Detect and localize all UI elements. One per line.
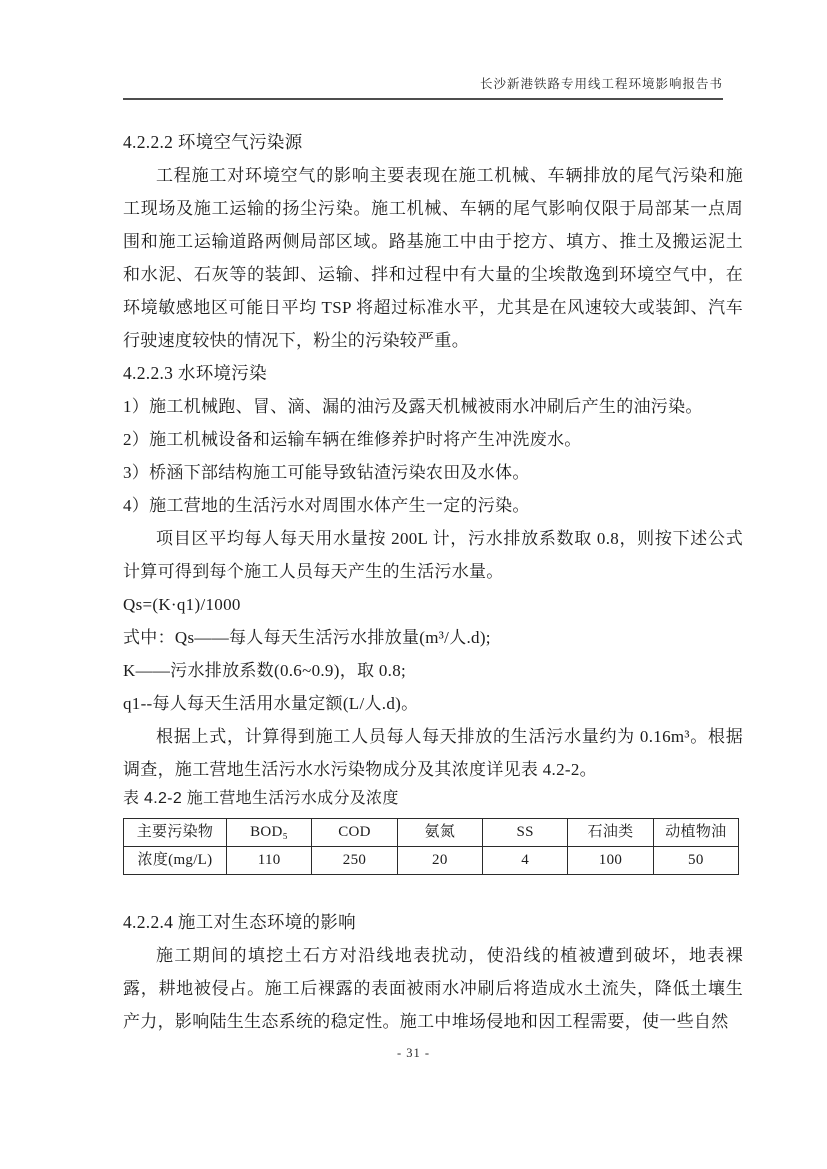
cell-ammonia-value: 20 bbox=[397, 847, 482, 875]
cell-concentration-label: 浓度(mg/L) bbox=[124, 847, 227, 875]
formula-def-k: K——污水排放系数(0.6~0.9)，取 0.8; bbox=[123, 661, 407, 680]
list-item-washing-wastewater: 2）施工机械设备和运输车辆在维修养护时将产生冲洗废水。 bbox=[123, 430, 582, 449]
section-heading-air-pollution: 4.2.2.2 环境空气污染源 bbox=[123, 132, 303, 152]
header-title: 长沙新港铁路专用线工程环境影响报告书 bbox=[479, 77, 723, 91]
page-number: - 31 - bbox=[396, 1046, 431, 1060]
pollutant-table bbox=[123, 818, 739, 875]
cell-ss-value: 4 bbox=[482, 847, 567, 875]
table-caption: 表 4.2-2 施工营地生活污水成分及浓度 bbox=[123, 790, 399, 807]
table-header-petroleum: 石油类 bbox=[568, 819, 653, 847]
formula-qs: Qs=(K·q1)/1000 bbox=[123, 595, 241, 614]
paragraph-air-pollution: 工程施工对环境空气的影响主要表现在施工机械、车辆排放的尾气污染和施工现场及施工运输的扬尘污染。施工机械、车辆的尾气影响仅限于局部某一点周围和施工运输道路两侧局部区域。路基施工中由于挖方、填方、推土及搬运泥土和水泥、石灰等的装卸、运输、拌和过程中有大量的尘埃散逸到环境空气中，在环境敏感地区可能日平均 TSP 将超过标准水平，尤其是在风速较大或装卸、汽车行驶速度较快的情况下，粉尘的污染较严重。 bbox=[123, 166, 743, 350]
cell-animal-plant-oil-value: 50 bbox=[653, 847, 738, 875]
section-heading-water-pollution: 4.2.2.3 水环境污染 bbox=[123, 363, 267, 383]
cell-petroleum-value: 100 bbox=[568, 847, 653, 875]
table-header-cod: COD bbox=[312, 819, 397, 847]
list-item-oil-pollution: 1）施工机械跑、冒、滴、漏的油污及露天机械被雨水冲刷后产生的油污染。 bbox=[123, 397, 703, 416]
cell-bod5-value: 110 bbox=[227, 847, 312, 875]
page-footer bbox=[0, 1046, 827, 1061]
table-row-concentration bbox=[124, 847, 739, 875]
table-header-ammonia: 氨氮 bbox=[397, 819, 482, 847]
table-header-animal-plant-oil: 动植物油 bbox=[653, 819, 738, 847]
table-header-row bbox=[124, 819, 739, 847]
list-item-camp-sewage: 4）施工营地的生活污水对周围水体产生一定的污染。 bbox=[123, 496, 530, 515]
table-header-ss: SS bbox=[482, 819, 567, 847]
paragraph-ecology-impact: 施工期间的填挖土石方对沿线地表扰动，使沿线的植被遭到破坏，地表裸露，耕地被侵占。施工后裸露的表面被雨水冲刷后将造成水土流失，降低土壤生产力，影响陆生生态系统的稳定性。施工中堆场侵地和因工程需要，使一些自然 bbox=[123, 946, 743, 1031]
paragraph-sewage-result: 根据上式，计算得到施工人员每人每天排放的生活污水量约为 0.16m³。根据调查，施工营地生活污水水污染物成分及其浓度详见表 4.2-2。 bbox=[123, 727, 743, 779]
formula-def-qs: 式中：Qs——每人每天生活污水排放量(m³/人.d); bbox=[123, 628, 491, 647]
table-header-bod5: BOD₅ bbox=[227, 819, 312, 847]
cell-cod-value: 250 bbox=[312, 847, 397, 875]
document-content bbox=[123, 126, 743, 1038]
paragraph-water-usage: 项目区平均每人每天用水量按 200L 计，污水排放系数取 0.8，则按下述公式计算可得到每个施工人员每天产生的生活污水量。 bbox=[123, 529, 743, 581]
page-header bbox=[123, 74, 723, 100]
list-item-drilling-slag: 3）桥涵下部结构施工可能导致钻渣污染农田及水体。 bbox=[123, 463, 530, 482]
section-heading-ecology: 4.2.2.4 施工对生态环境的影响 bbox=[123, 912, 356, 932]
table-header-pollutant: 主要污染物 bbox=[124, 819, 227, 847]
formula-def-q1: q1--每人每天生活用水量定额(L/人.d)。 bbox=[123, 694, 419, 713]
